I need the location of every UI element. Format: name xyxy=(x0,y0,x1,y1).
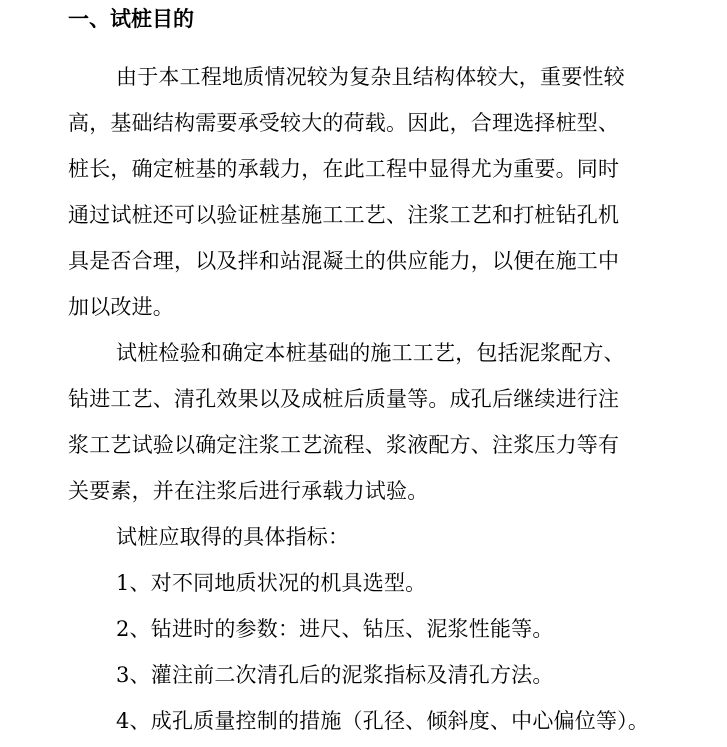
indicator-item: 3、灌注前二次清孔后的泥浆指标及清孔方法。 xyxy=(116,663,554,687)
paragraph1-line: 由于本工程地质情况较为复杂且结构体较大，重要性较 xyxy=(116,65,625,89)
indicators-intro: 试桩应取得的具体指标： xyxy=(116,525,350,549)
paragraph1-line: 通过试桩还可以验证桩基施工工艺、注浆工艺和打桩钻孔机 xyxy=(68,203,620,227)
section-heading: 一、试桩目的 xyxy=(68,7,194,31)
paragraph2-line: 关要素，并在注浆后进行承载力试验。 xyxy=(68,479,429,503)
indicator-item: 2、钻进时的参数：进尺、钻压、泥浆性能等。 xyxy=(116,617,554,641)
paragraph1-line: 高，基础结构需要承受较大的荷载。因此，合理选择桩型、 xyxy=(68,111,620,135)
paragraph1-line: 具是否合理，以及拌和站混凝土的供应能力，以便在施工中 xyxy=(68,249,620,273)
indicator-item: 4、成孔质量控制的措施（孔径、倾斜度、中心偏位等）。 xyxy=(116,709,650,733)
paragraph2-line: 浆工艺试验以确定注浆工艺流程、浆液配方、注浆压力等有 xyxy=(68,433,620,457)
paragraph2-line: 钻进工艺、清孔效果以及成桩后质量等。成孔后继续进行注 xyxy=(68,387,620,411)
indicator-item: 1、对不同地质状况的机具选型。 xyxy=(116,571,427,595)
paragraph2-line: 试桩检验和确定本桩基础的施工工艺，包括泥浆配方、 xyxy=(116,341,625,365)
paragraph1-line: 桩长，确定桩基的承载力，在此工程中显得尤为重要。同时 xyxy=(68,157,620,181)
paragraph1-line: 加以改进。 xyxy=(68,295,174,319)
